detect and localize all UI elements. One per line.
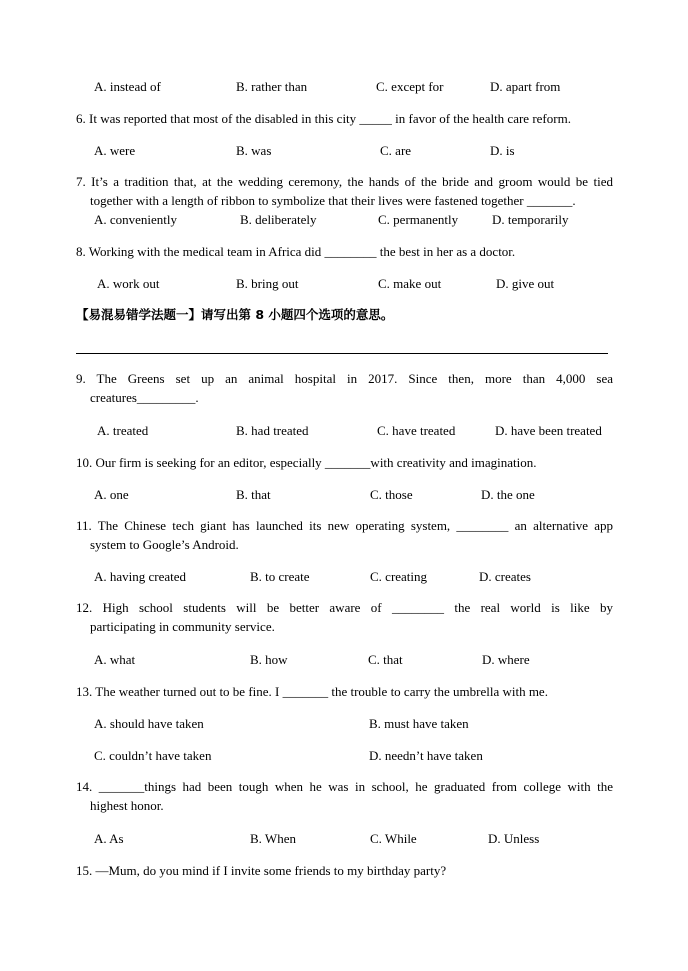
q8-option-d: D. give out — [496, 276, 555, 291]
q6-option-c: C. are — [380, 143, 412, 158]
question-6-text: 6. It was reported that most of the disabled in this city _____ in favor of the health care reform. — [76, 111, 571, 126]
question-9-line-1: 9. The Greens set up an animal hospital in 2017. Since then, more than 4,000 sea — [76, 371, 613, 386]
question-14 — [76, 778, 613, 815]
q7-option-c: C. permanently — [378, 212, 459, 227]
question-9-line-2: creatures_________. — [90, 389, 199, 405]
q13-option-b: B. must have taken — [369, 716, 469, 731]
q10-option-c: C. those — [370, 487, 413, 502]
q13-option-d: D. needn’t have taken — [369, 748, 483, 763]
q5-option-c: C. except for — [376, 79, 444, 94]
q8-option-a: A. work out — [97, 276, 160, 291]
question-15-text: 15. —Mum, do you mind if I invite some friends to my birthday party? — [76, 863, 447, 878]
question-9 — [76, 370, 613, 407]
question-7-line-1: 7. It’s a tradition that, at the wedding ceremony, the hands of the bride and groom would be tied — [76, 174, 613, 189]
q5-option-b: B. rather than — [236, 79, 308, 94]
q8-option-c: C. make out — [378, 276, 442, 291]
q12-option-d: D. where — [482, 652, 530, 667]
q13-option-a: A. should have taken — [94, 716, 204, 731]
q14-option-c: C. While — [370, 831, 417, 846]
question-10-text: 10. Our firm is seeking for an editor, especially _______with creativity and imagination. — [76, 455, 537, 470]
question-8-text: 8. Working with the medical team in Africa did ________ the best in her as a doctor. — [76, 244, 516, 259]
q9-option-c: C. have treated — [377, 423, 456, 438]
q6-option-b: B. was — [236, 143, 272, 158]
q7-option-a: A. conveniently — [94, 212, 178, 227]
q9-option-d: D. have been treated — [495, 423, 602, 438]
q11-option-d: D. creates — [479, 569, 531, 584]
q11-option-c: C. creating — [370, 569, 428, 584]
q8-option-b: B. bring out — [236, 276, 299, 291]
question-7-line-2: together with a length of ribbon to symbolize that their lives were fastened together _______. — [90, 192, 576, 208]
q11-option-b: B. to create — [250, 569, 310, 584]
question-11 — [76, 517, 613, 554]
q6-option-a: A. were — [94, 143, 136, 158]
q14-option-a: A. As — [94, 831, 124, 846]
q7-option-d: D. temporarily — [492, 212, 569, 227]
question-14-line-1: 14. _______things had been tough when he was in school, he graduated from college with the — [76, 779, 613, 794]
exercise-note: 【易混易错学法题一】请写出第 8 小题四个选项的意思。 — [76, 307, 394, 322]
question-11-line-2: system to Google’s Android. — [90, 536, 239, 552]
question-7 — [76, 173, 613, 210]
q9-option-a: A. treated — [97, 423, 149, 438]
q10-option-a: A. one — [94, 487, 129, 502]
q6-option-d: D. is — [490, 143, 515, 158]
question-12-line-1: 12. High school students will be better aware of ________ the real world is like by — [76, 600, 613, 615]
q12-option-c: C. that — [368, 652, 403, 667]
q12-option-a: A. what — [94, 652, 136, 667]
q10-option-b: B. that — [236, 487, 271, 502]
question-11-line-1: 11. The Chinese tech giant has launched its new operating system, ________ an alternative app — [76, 518, 613, 533]
q9-option-b: B. had treated — [236, 423, 309, 438]
q14-option-d: D. Unless — [488, 831, 540, 846]
question-12 — [76, 599, 613, 636]
q13-option-c: C. couldn’t have taken — [94, 748, 212, 763]
question-14-line-2: highest honor. — [90, 797, 164, 813]
answer-line[interactable] — [76, 353, 608, 354]
q7-option-b: B. deliberately — [240, 212, 317, 227]
q11-option-a: A. having created — [94, 569, 187, 584]
q10-option-d: D. the one — [481, 487, 535, 502]
question-13-text: 13. The weather turned out to be fine. I _______ the trouble to carry the umbrella with me. — [76, 684, 548, 699]
q12-option-b: B. how — [250, 652, 288, 667]
q5-option-a: A. instead of — [94, 79, 161, 94]
q5-option-d: D. apart from — [490, 79, 561, 94]
q14-option-b: B. When — [250, 831, 296, 846]
question-12-line-2: participating in community service. — [90, 618, 275, 634]
